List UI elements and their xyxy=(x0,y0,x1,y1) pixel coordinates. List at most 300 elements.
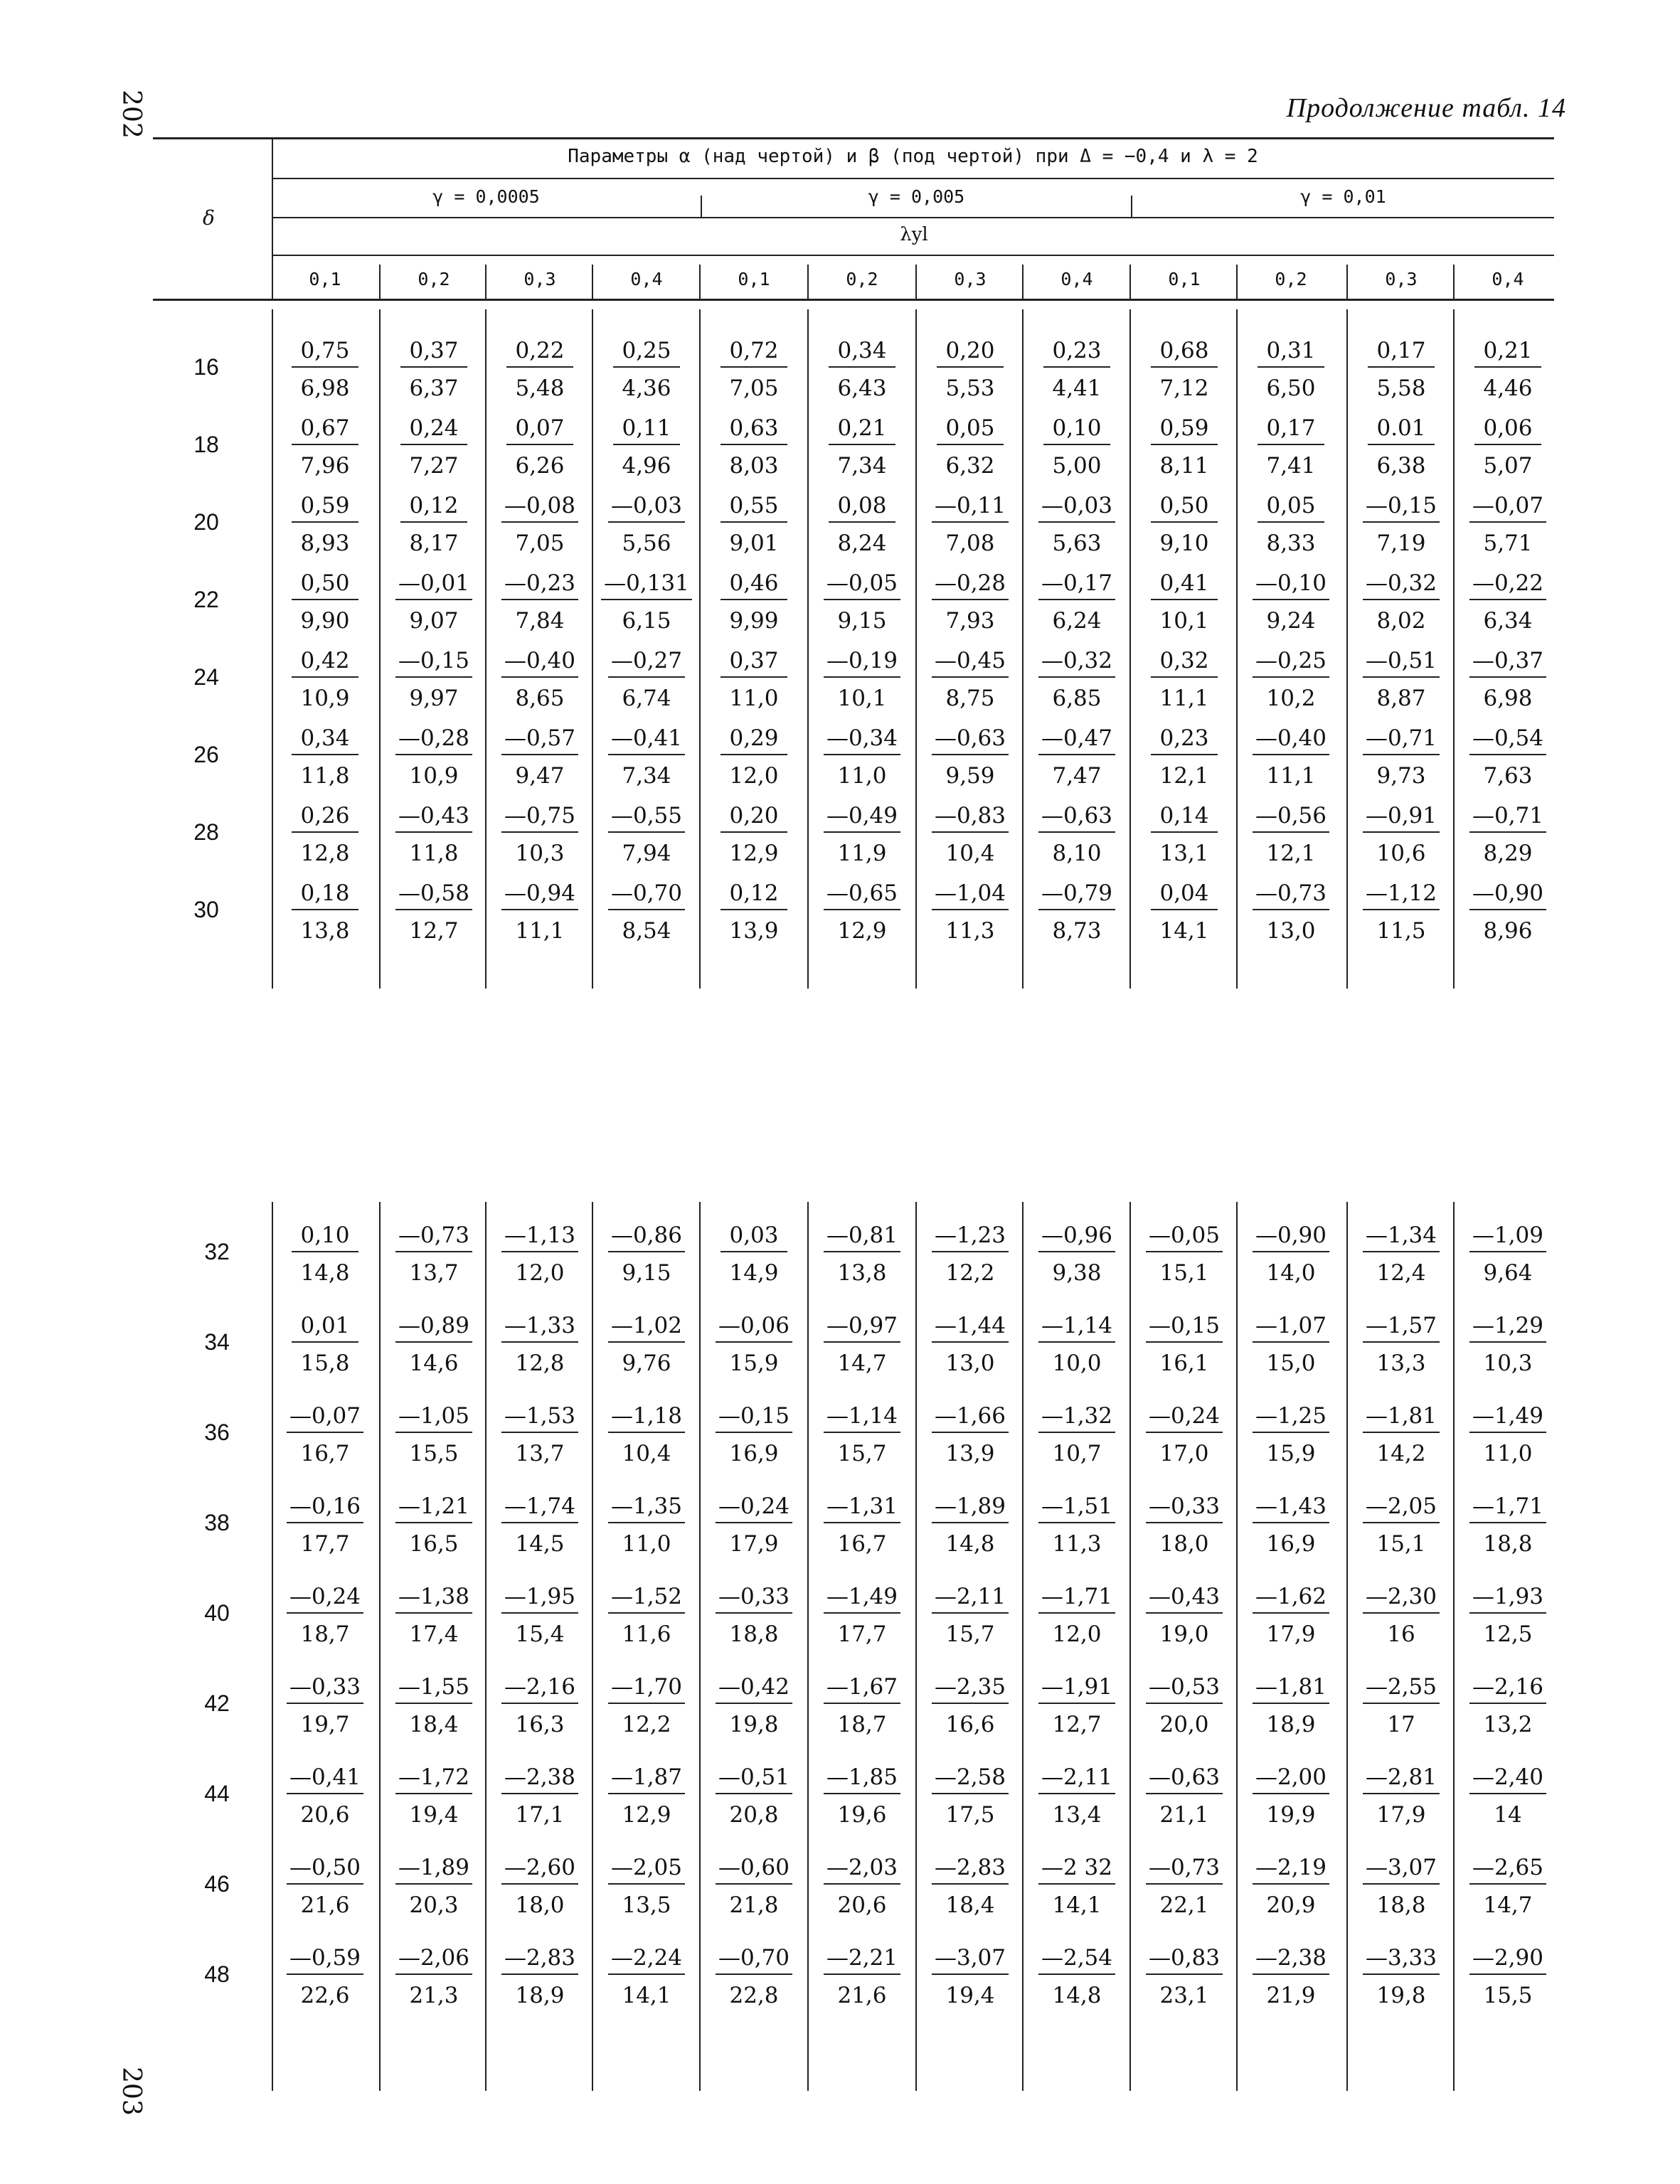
beta-value: 15,8 xyxy=(300,1351,350,1376)
table-cell xyxy=(809,495,915,555)
alpha-value: —0,91 xyxy=(1363,805,1440,833)
table-cell xyxy=(1024,725,1130,789)
beta-value: 8,02 xyxy=(1376,608,1426,634)
beta-value: 12,2 xyxy=(945,1260,995,1286)
alpha-value: 0,55 xyxy=(721,495,787,523)
alpha-value: —0,05 xyxy=(824,572,900,600)
alpha-value: —0,27 xyxy=(608,650,685,678)
beta-value: 10,7 xyxy=(1052,1441,1102,1466)
table-cell xyxy=(1348,805,1455,865)
alpha-value: —0,71 xyxy=(1363,728,1440,755)
header-lambda-rule xyxy=(272,255,1554,256)
alpha-value: 0,34 xyxy=(292,728,358,755)
beta-value: 7,63 xyxy=(1483,763,1533,789)
beta-value: 13,8 xyxy=(837,1260,887,1286)
table-cell xyxy=(1455,880,1561,944)
table-cell xyxy=(701,1493,807,1557)
table-cell xyxy=(487,1405,593,1465)
lambda-divider xyxy=(1346,265,1348,299)
alpha-value: —0,70 xyxy=(716,1947,792,1975)
table-cell xyxy=(1455,1586,1561,1646)
table-cell xyxy=(917,1493,1024,1557)
beta-value: 11,0 xyxy=(837,763,887,789)
alpha-value: —0,03 xyxy=(1038,495,1115,523)
beta-value: 8,75 xyxy=(945,686,995,711)
beta-value: 16,3 xyxy=(515,1712,565,1737)
alpha-value: —1,33 xyxy=(501,1315,578,1343)
table-cell xyxy=(381,1493,487,1557)
alpha-value: 0,46 xyxy=(721,572,787,600)
alpha-value: —0,86 xyxy=(608,1225,685,1252)
beta-value: 19,8 xyxy=(729,1712,779,1737)
alpha-value: —0,05 xyxy=(1146,1225,1223,1252)
beta-value: 16,7 xyxy=(837,1531,887,1557)
beta-value: 21,3 xyxy=(409,1983,459,2008)
delta-value: 40 xyxy=(204,1600,230,1626)
beta-value: 11,6 xyxy=(622,1621,671,1647)
beta-value: 13,0 xyxy=(1266,918,1316,944)
table-cell xyxy=(1238,495,1344,555)
table-cell xyxy=(1348,1405,1455,1465)
table-cell xyxy=(701,495,807,555)
alpha-value: 0,03 xyxy=(721,1225,787,1252)
beta-value: 12,9 xyxy=(622,1802,671,1828)
alpha-value: —1,32 xyxy=(1038,1405,1115,1433)
beta-value: 6,85 xyxy=(1052,686,1102,711)
table-cell xyxy=(593,1405,700,1465)
alpha-value: —0,73 xyxy=(1146,1857,1223,1885)
beta-value: 20,3 xyxy=(409,1892,459,1918)
beta-value: 12,7 xyxy=(1052,1712,1102,1737)
table-cell xyxy=(1348,1857,1455,1917)
beta-value: 15,5 xyxy=(409,1441,459,1466)
alpha-value: —2,38 xyxy=(501,1767,578,1794)
alpha-value: —0,90 xyxy=(1253,1225,1329,1252)
lambda-divider xyxy=(379,265,381,299)
beta-value: 7,12 xyxy=(1159,375,1209,401)
table-cell xyxy=(1455,1764,1561,1828)
beta-value: 16,1 xyxy=(1159,1351,1209,1376)
alpha-value: —0,63 xyxy=(1038,805,1115,833)
table-cell xyxy=(272,572,378,632)
table-cell xyxy=(381,1315,487,1375)
table-cell xyxy=(272,1764,378,1828)
lambda-divider xyxy=(1129,265,1131,299)
alpha-value: —2,05 xyxy=(1363,1496,1440,1523)
alpha-value: —1,91 xyxy=(1038,1676,1115,1704)
table-cell xyxy=(701,1405,807,1465)
beta-value: 4,46 xyxy=(1483,375,1533,401)
beta-value: 21,6 xyxy=(837,1983,887,2008)
beta-value: 11,9 xyxy=(837,841,887,866)
table-cell xyxy=(1348,1676,1455,1736)
lambda-value-4: 0,4 xyxy=(630,269,663,289)
alpha-value: 0,29 xyxy=(721,728,787,755)
beta-value: 17,1 xyxy=(515,1802,565,1828)
beta-value: 19,8 xyxy=(1376,1983,1426,2008)
table-cell xyxy=(1131,650,1238,710)
lambda-value-11: 0,3 xyxy=(1385,269,1418,289)
beta-value: 11,3 xyxy=(945,918,995,944)
beta-value: 13,8 xyxy=(300,918,350,944)
alpha-value: —2,81 xyxy=(1363,1767,1440,1794)
alpha-value: —0,41 xyxy=(287,1767,363,1794)
alpha-value: —2 32 xyxy=(1038,1857,1115,1885)
beta-value: 5,00 xyxy=(1052,453,1102,479)
alpha-value: —0,43 xyxy=(1146,1586,1223,1614)
alpha-value: —1,52 xyxy=(608,1586,685,1614)
beta-value: 10,6 xyxy=(1376,841,1426,866)
beta-value: 6,50 xyxy=(1266,375,1316,401)
beta-value: 13,9 xyxy=(945,1441,995,1466)
table-cell xyxy=(593,572,700,632)
beta-value: 15,9 xyxy=(1266,1441,1316,1466)
alpha-value: —1,13 xyxy=(501,1225,578,1252)
table-cell xyxy=(1348,1222,1455,1286)
alpha-value: —2,24 xyxy=(608,1947,685,1975)
beta-value: 10,3 xyxy=(1483,1351,1533,1376)
table-cell xyxy=(1131,1947,1238,2007)
beta-value: 9,97 xyxy=(409,686,459,711)
alpha-value: 0,34 xyxy=(829,340,895,368)
table-cell xyxy=(1024,1222,1130,1286)
table-cell xyxy=(1024,1676,1130,1736)
alpha-value: —1,89 xyxy=(395,1857,472,1885)
alpha-value: 0,06 xyxy=(1474,417,1541,445)
beta-value: 16,7 xyxy=(300,1441,350,1466)
beta-value: 7,47 xyxy=(1052,763,1102,789)
alpha-value: 0,37 xyxy=(721,650,787,678)
alpha-value: —0,53 xyxy=(1146,1676,1223,1704)
lambda-value-3: 0,3 xyxy=(523,269,556,289)
alpha-value: —0,32 xyxy=(1363,572,1440,600)
alpha-value: —0,33 xyxy=(1146,1496,1223,1523)
table-cell xyxy=(701,1676,807,1736)
table-cell xyxy=(272,1315,378,1375)
alpha-value: 0,08 xyxy=(829,495,895,523)
table-cell xyxy=(1024,572,1130,632)
table-cell xyxy=(1238,1493,1344,1557)
alpha-value: —0,50 xyxy=(287,1857,363,1885)
alpha-value: —0,56 xyxy=(1253,805,1329,833)
beta-value: 15,0 xyxy=(1266,1351,1316,1376)
lambda-divider xyxy=(699,265,701,299)
table-cell xyxy=(1131,880,1238,944)
beta-value: 12,9 xyxy=(837,918,887,944)
table-cell xyxy=(1238,1764,1344,1828)
table-cell xyxy=(1455,1857,1561,1917)
table-cell xyxy=(1131,1315,1238,1375)
delta-value: 44 xyxy=(204,1781,230,1806)
delta-value: 38 xyxy=(204,1510,230,1535)
alpha-value: 0,72 xyxy=(721,340,787,368)
alpha-value: —1,49 xyxy=(824,1586,900,1614)
table-cell xyxy=(809,1222,915,1286)
alpha-value: —0,54 xyxy=(1469,728,1546,755)
table-cell xyxy=(1455,1493,1561,1557)
table-cell xyxy=(1348,495,1455,555)
beta-value: 11,1 xyxy=(515,918,565,944)
alpha-value: 0,42 xyxy=(292,650,358,678)
table-cell xyxy=(593,1764,700,1828)
table-cell xyxy=(593,495,700,555)
table-cell xyxy=(1348,880,1455,944)
table-cell xyxy=(917,805,1024,865)
alpha-value: —0,40 xyxy=(501,650,578,678)
beta-value: 7,05 xyxy=(515,531,565,556)
alpha-value: 0,50 xyxy=(292,572,358,600)
gamma-group-1: γ = 0,0005 xyxy=(432,186,540,207)
beta-value: 9,15 xyxy=(837,608,887,634)
beta-value: 14,8 xyxy=(300,1260,350,1286)
table-cell xyxy=(487,1586,593,1646)
beta-value: 20,6 xyxy=(837,1892,887,1918)
alpha-value: —1,57 xyxy=(1363,1315,1440,1343)
beta-value: 21,8 xyxy=(729,1892,779,1918)
lambda-value-10: 0,2 xyxy=(1275,269,1307,289)
alpha-value: —1,67 xyxy=(824,1676,900,1704)
table-cell xyxy=(917,880,1024,944)
lambda-divider xyxy=(915,265,917,299)
beta-value: 22,6 xyxy=(300,1983,350,2008)
alpha-value: —1,31 xyxy=(824,1496,900,1523)
table-cell xyxy=(701,650,807,710)
table-cell xyxy=(917,495,1024,555)
lambda-divider xyxy=(592,265,593,299)
beta-value: 10,9 xyxy=(300,686,350,711)
table-cell xyxy=(1024,1764,1130,1828)
beta-value: 11,8 xyxy=(409,841,459,866)
beta-value: 8,24 xyxy=(837,531,887,556)
table-cell xyxy=(1238,1315,1344,1375)
beta-value: 9,24 xyxy=(1266,608,1316,634)
beta-value: 11,5 xyxy=(1376,918,1426,944)
table-cell xyxy=(809,1493,915,1557)
alpha-value: —1,71 xyxy=(1038,1586,1115,1614)
alpha-value: 0,50 xyxy=(1151,495,1218,523)
table-cell xyxy=(1024,1586,1130,1646)
delta-value: 16 xyxy=(193,354,219,380)
table-cell xyxy=(1024,1493,1130,1557)
continuation-title: Продолжение табл. 14 xyxy=(1286,93,1566,123)
table-cell xyxy=(917,1857,1024,1917)
table-cell xyxy=(593,880,700,944)
table-cell xyxy=(1348,1493,1455,1557)
beta-value: 16 xyxy=(1387,1621,1415,1647)
alpha-value: —1,14 xyxy=(1038,1315,1115,1343)
alpha-value: —2,11 xyxy=(932,1586,1009,1614)
beta-value: 23,1 xyxy=(1159,1983,1209,2008)
table-cell xyxy=(1455,1947,1561,2007)
beta-value: 11,0 xyxy=(729,686,779,711)
alpha-value: —2,55 xyxy=(1363,1676,1440,1704)
beta-value: 9,64 xyxy=(1483,1260,1533,1286)
alpha-value: —2,16 xyxy=(1469,1676,1546,1704)
alpha-value: —1,35 xyxy=(608,1496,685,1523)
delta-value: 32 xyxy=(204,1239,230,1264)
beta-value: 21,1 xyxy=(1159,1802,1209,1828)
beta-value: 10,2 xyxy=(1266,686,1316,711)
beta-value: 8,11 xyxy=(1159,453,1209,479)
alpha-value: —2,30 xyxy=(1363,1586,1440,1614)
table-cell xyxy=(593,1857,700,1917)
alpha-value: 0,01 xyxy=(292,1315,358,1343)
table-cell xyxy=(487,572,593,632)
alpha-value: —2,58 xyxy=(932,1767,1009,1794)
beta-value: 16,6 xyxy=(945,1712,995,1737)
table-cell xyxy=(917,725,1024,789)
beta-value: 11,3 xyxy=(1052,1531,1102,1557)
alpha-value: —1,89 xyxy=(932,1496,1009,1523)
gamma-group-3: γ = 0,01 xyxy=(1300,186,1386,207)
alpha-value: —0,58 xyxy=(395,883,472,910)
alpha-value: —2,16 xyxy=(501,1676,578,1704)
beta-value: 15,1 xyxy=(1376,1531,1426,1557)
beta-value: 10,1 xyxy=(1159,608,1209,634)
table-cell xyxy=(1455,1315,1561,1375)
alpha-value: —2,21 xyxy=(824,1947,900,1975)
alpha-value: —1,53 xyxy=(501,1405,578,1433)
table-cell xyxy=(381,1586,487,1646)
beta-value: 10,0 xyxy=(1052,1351,1102,1376)
beta-value: 9,07 xyxy=(409,608,459,634)
beta-value: 9,90 xyxy=(300,608,350,634)
table-cell xyxy=(593,725,700,789)
alpha-value: —2,40 xyxy=(1469,1767,1546,1794)
alpha-value: —0,25 xyxy=(1253,650,1329,678)
table-cell xyxy=(593,1676,700,1736)
beta-value: 19,9 xyxy=(1266,1802,1316,1828)
table-cell xyxy=(1131,340,1238,400)
beta-value: 14,1 xyxy=(622,1983,671,2008)
alpha-value: 0,14 xyxy=(1151,805,1218,833)
table-cell xyxy=(381,1857,487,1917)
table-cell xyxy=(1131,1405,1238,1465)
beta-value: 9,59 xyxy=(945,763,995,789)
table-cell xyxy=(381,805,487,865)
alpha-value: —0,24 xyxy=(1146,1405,1223,1433)
lambda-label: λyl xyxy=(900,224,928,245)
table-cell xyxy=(1131,572,1238,632)
table-cell xyxy=(381,1764,487,1828)
table-cell xyxy=(701,805,807,865)
alpha-value: 0,21 xyxy=(1474,340,1541,368)
beta-value: 15,9 xyxy=(729,1351,779,1376)
table-cell xyxy=(917,1315,1024,1375)
beta-value: 18,7 xyxy=(837,1712,887,1737)
alpha-value: —1,25 xyxy=(1253,1405,1329,1433)
beta-value: 12,1 xyxy=(1266,841,1316,866)
table-cell xyxy=(272,1405,378,1465)
beta-value: 8,10 xyxy=(1052,841,1102,866)
alpha-value: —0,08 xyxy=(501,495,578,523)
beta-value: 15,7 xyxy=(945,1621,995,1647)
table-cell xyxy=(1238,805,1344,865)
beta-value: 6,37 xyxy=(409,375,459,401)
alpha-value: —0,96 xyxy=(1038,1225,1115,1252)
beta-value: 11,8 xyxy=(300,763,350,789)
beta-value: 14,6 xyxy=(409,1351,459,1376)
beta-value: 15,4 xyxy=(515,1621,565,1647)
beta-value: 7,84 xyxy=(515,608,565,634)
table-cell xyxy=(593,1586,700,1646)
table-cell xyxy=(1024,1947,1130,2007)
alpha-value: 0,31 xyxy=(1258,340,1324,368)
alpha-value: —0,131 xyxy=(601,572,692,600)
table-cell xyxy=(1348,650,1455,710)
beta-value: 9,99 xyxy=(729,608,779,634)
beta-value: 5,71 xyxy=(1483,531,1533,556)
delta-value: 22 xyxy=(193,587,219,612)
table-cell xyxy=(917,1947,1024,2007)
beta-value: 6,32 xyxy=(945,453,995,479)
lambda-value-8: 0,4 xyxy=(1060,269,1093,289)
beta-value: 7,05 xyxy=(729,375,779,401)
beta-value: 10,4 xyxy=(945,841,995,866)
alpha-value: —2,83 xyxy=(501,1947,578,1975)
alpha-value: —0,83 xyxy=(932,805,1009,833)
beta-value: 12,8 xyxy=(300,841,350,866)
delta-value: 28 xyxy=(193,819,219,845)
table-cell xyxy=(1238,880,1344,944)
alpha-value: —0,79 xyxy=(1038,883,1115,910)
alpha-value: —1,05 xyxy=(395,1405,472,1433)
beta-value: 13,5 xyxy=(622,1892,671,1918)
alpha-value: 0,10 xyxy=(292,1225,358,1252)
alpha-value: —0,47 xyxy=(1038,728,1115,755)
table-cell xyxy=(809,1315,915,1375)
alpha-value: —0,24 xyxy=(287,1586,363,1614)
beta-value: 4,41 xyxy=(1052,375,1102,401)
table-cell xyxy=(1024,650,1130,710)
table-cell xyxy=(1024,880,1130,944)
alpha-value: 0,22 xyxy=(506,340,573,368)
alpha-value: 0.01 xyxy=(1368,417,1435,445)
beta-value: 12,7 xyxy=(409,918,459,944)
beta-value: 8,73 xyxy=(1052,918,1102,944)
alpha-value: —0,33 xyxy=(287,1676,363,1704)
table-cell xyxy=(593,1222,700,1286)
alpha-value: —0,90 xyxy=(1469,883,1546,910)
alpha-value: —1,51 xyxy=(1038,1496,1115,1523)
beta-value: 7,94 xyxy=(622,841,671,866)
beta-value: 13,0 xyxy=(945,1351,995,1376)
beta-value: 18,0 xyxy=(1159,1531,1209,1557)
alpha-value: —1,72 xyxy=(395,1767,472,1794)
beta-value: 5,56 xyxy=(622,531,671,556)
alpha-value: —2,65 xyxy=(1469,1857,1546,1885)
table-cell xyxy=(381,1405,487,1465)
beta-value: 5,48 xyxy=(515,375,565,401)
table-cell xyxy=(701,572,807,632)
beta-value: 12,0 xyxy=(1052,1621,1102,1647)
alpha-value: —0,94 xyxy=(501,883,578,910)
beta-value: 17,7 xyxy=(300,1531,350,1557)
table-cell xyxy=(1455,805,1561,865)
beta-value: 17,7 xyxy=(837,1621,887,1647)
alpha-value: —1,23 xyxy=(932,1225,1009,1252)
alpha-value: —0,23 xyxy=(501,572,578,600)
table-cell xyxy=(701,417,807,477)
alpha-value: —0,43 xyxy=(395,805,472,833)
alpha-value: —0,34 xyxy=(824,728,900,755)
beta-value: 6,98 xyxy=(300,375,350,401)
table-cell xyxy=(809,572,915,632)
beta-value: 17,9 xyxy=(729,1531,779,1557)
page-number-bottom: 203 xyxy=(116,2067,146,2116)
beta-value: 5,58 xyxy=(1376,375,1426,401)
beta-value: 15,5 xyxy=(1483,1983,1533,2008)
